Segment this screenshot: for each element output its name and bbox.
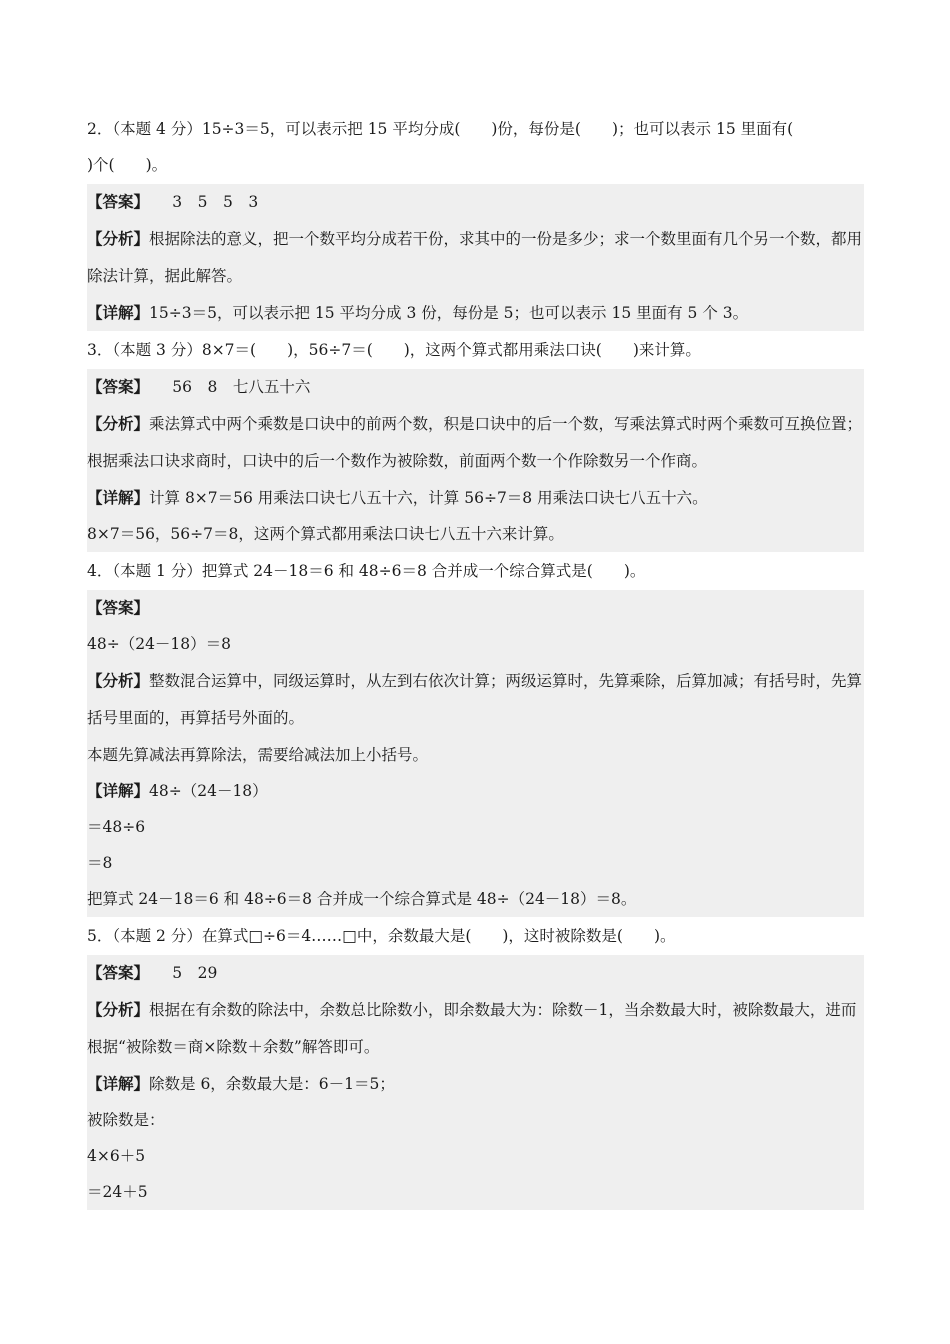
detail-line: 4×6＋5 (87, 1147, 146, 1165)
solution-block (87, 590, 864, 917)
analysis-text: 根据在有余数的除法中，余数总比除数小，即余数最大为：除数－1，当余数最大时，被除数最大，进而根据“被除数＝商×除数＋余数”解答即可。 (87, 1001, 857, 1056)
answer-tag: 【答案】 (87, 598, 150, 617)
question-stem-continued: )个( )。 (87, 156, 168, 174)
analysis-tag: 【分析】 (87, 1000, 150, 1019)
answer-text: 5 29 (141, 964, 218, 982)
detail-text: 48÷（24－18） (149, 782, 268, 800)
detail-line: 把算式 24－18＝6 和 48÷6＝8 合并成一个综合算式是 48÷（24－18）＝8。 (87, 890, 637, 908)
answer-row (87, 184, 864, 220)
detail-line: 8×7＝56，56÷7＝8，这两个算式都用乘法口诀七八五十六来计算。 (87, 525, 564, 543)
detail-line: ＝8 (87, 854, 113, 872)
detail-row (87, 480, 864, 516)
detail-tag: 【详解】 (87, 303, 150, 322)
detail-row (87, 295, 864, 331)
analysis-text: 整数混合运算中，同级运算时，从左到右依次计算；两级运算时，先算乘除，后算加减；有括号时，先算括号里面的，再算括号外面的。 (87, 672, 863, 727)
detail-text: 计算 8×7＝56 用乘法口诀七八五十六，计算 56÷7＝8 用乘法口诀七八五十六。 (149, 489, 708, 507)
answer-tag: 【答案】 (87, 377, 142, 396)
question-stem: 4．（本题 1 分）把算式 24－18＝6 和 48÷6＝8 合并成一个综合算式是( )。 (87, 562, 646, 580)
detail-text: 15÷3＝5，可以表示把 15 平均分成 3 份，每份是 5；也可以表示 15 里面有 5 个 3。 (149, 304, 749, 322)
question-2 (87, 110, 864, 331)
analysis-row (87, 991, 864, 1066)
detail-line: ＝48÷6 (87, 818, 146, 836)
analysis-row (87, 662, 864, 737)
analysis-tag: 【分析】 (87, 414, 150, 433)
solution-block (87, 955, 864, 1210)
answer-row (87, 955, 864, 991)
analysis-extra-line: 本题先算减法再算除法，需要给减法加上小括号。 (87, 746, 429, 764)
analysis-row (87, 405, 864, 480)
answer-row (87, 590, 864, 626)
question-4 (87, 552, 864, 917)
question-stem: 5．（本题 2 分）在算式□÷6＝4……□中，余数最大是( )，这时被除数是( )。 (87, 927, 676, 945)
detail-tag: 【详解】 (87, 781, 150, 800)
solution-block (87, 184, 864, 331)
analysis-tag: 【分析】 (87, 229, 150, 248)
document-page (87, 110, 864, 1210)
question-stem: 3．（本题 3 分）8×7＝( )，56÷7＝( )，这两个算式都用乘法口诀( )来计算。 (87, 341, 701, 359)
detail-tag: 【详解】 (87, 1074, 150, 1093)
answer-text: 3 5 5 3 (141, 193, 259, 211)
answer-text: 56 8 七八五十六 (141, 378, 311, 396)
detail-row (87, 773, 864, 809)
solution-block (87, 369, 864, 552)
answer-line: 48÷（24－18）＝8 (87, 635, 232, 653)
detail-text: 除数是 6，余数最大是：6－1＝5； (149, 1075, 395, 1093)
answer-tag: 【答案】 (87, 963, 142, 982)
analysis-row (87, 220, 864, 295)
analysis-text: 乘法算式中两个乘数是口诀中的前两个数，积是口诀中的后一个数，写乘法算式时两个乘数可互换位置；根据乘法口诀求商时，口诀中的后一个数作为被除数，前面两个数一个作除数另一个作商。 (87, 415, 863, 470)
answer-row (87, 369, 864, 405)
detail-row (87, 1066, 864, 1102)
question-3 (87, 331, 864, 552)
answer-tag: 【答案】 (87, 192, 142, 211)
detail-line: ＝24＋5 (87, 1183, 148, 1201)
question-5 (87, 917, 864, 1210)
detail-tag: 【详解】 (87, 488, 150, 507)
question-stem: 2．（本题 4 分）15÷3＝5，可以表示把 15 平均分成( )份，每份是( )；也可以表示 15 里面有( (87, 120, 794, 138)
analysis-tag: 【分析】 (87, 671, 150, 690)
detail-line: 被除数是： (87, 1111, 165, 1129)
analysis-text: 根据除法的意义，把一个数平均分成若干份，求其中的一份是多少；求一个数里面有几个另一个数，都用除法计算，据此解答。 (87, 230, 863, 285)
